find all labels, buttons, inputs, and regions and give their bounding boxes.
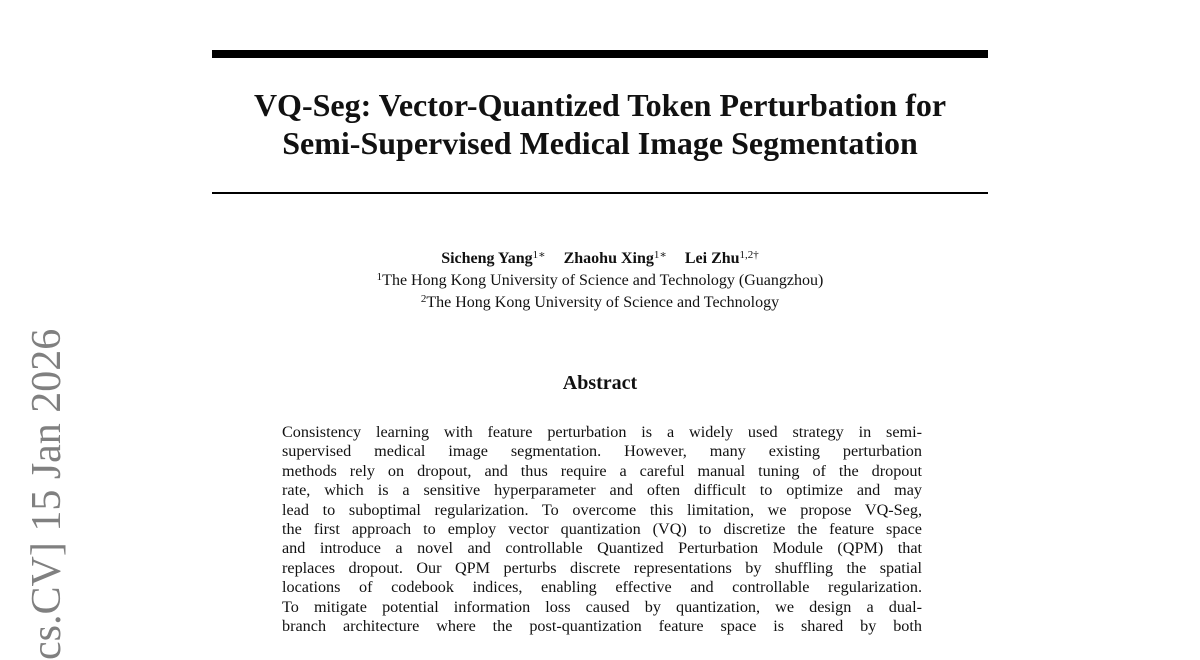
author-affiliation-marker: 1,2† — [739, 249, 759, 261]
author-affiliation-marker: 1∗ — [653, 249, 667, 261]
affiliation-1 — [212, 270, 988, 292]
title-line-2: Semi-Supervised Medical Image Segmentation — [282, 125, 918, 161]
paper-title — [212, 86, 988, 162]
author-list — [212, 248, 988, 270]
abstract-body — [282, 423, 922, 636]
abstract-line: and introduce a novel and controllable Quantized Perturbation Module (QPM) that — [282, 539, 922, 558]
author-3 — [685, 250, 759, 267]
abstract-line: lead to suboptimal regularization. To overcome this limitation, we propose VQ-Seg, — [282, 500, 922, 519]
arxiv-identifier-stamp: cs.CV] 15 Jan 2026 — [24, 328, 70, 660]
abstract-line: To mitigate potential information loss caused by quantization, we design a dual- — [282, 597, 922, 616]
abstract-line: branch architecture where the post-quantization feature space is shared by both — [282, 617, 922, 636]
abstract-line: methods rely on dropout, and thus require a careful manual tuning of the dropout — [282, 461, 922, 480]
abstract-line: locations of codebook indices, enabling effective and controllable regularization. — [282, 578, 922, 597]
author-2 — [564, 250, 667, 267]
author-affiliation-marker: 1∗ — [532, 249, 546, 261]
abstract-heading: Abstract — [562, 372, 638, 394]
author-name: Lei Zhu — [684, 250, 740, 267]
author-1 — [441, 250, 545, 267]
affiliation-marker: 1 — [376, 271, 383, 283]
author-name: Zhaohu Xing — [563, 250, 654, 267]
affiliation-text: The Hong Kong University of Science and Technology — [426, 294, 780, 311]
affiliation-2 — [212, 292, 988, 314]
author-name: Sicheng Yang — [441, 250, 533, 267]
abstract-line: supervised medical image segmentation. However, many existing perturbation — [282, 442, 922, 461]
abstract-line: Consistency learning with feature perturbation is a widely used strategy in semi- — [282, 423, 922, 441]
abstract-line: replaces dropout. Our QPM perturbs discrete representations by shuffling the spatial — [282, 558, 922, 577]
abstract-line: the first approach to employ vector quantization (VQ) to discretize the feature space — [282, 520, 922, 539]
abstract-line: rate, which is a sensitive hyperparameter and often difficult to optimize and may — [282, 481, 922, 500]
title-top-rule — [212, 50, 988, 58]
author-block — [212, 248, 988, 314]
title-line-1: VQ-Seg: Vector-Quantized Token Perturbation for — [253, 87, 947, 123]
title-bottom-rule — [212, 192, 988, 194]
affiliation-text: The Hong Kong University of Science and Technology (Guangzhou) — [382, 272, 824, 289]
affiliation-marker: 2 — [420, 293, 427, 305]
